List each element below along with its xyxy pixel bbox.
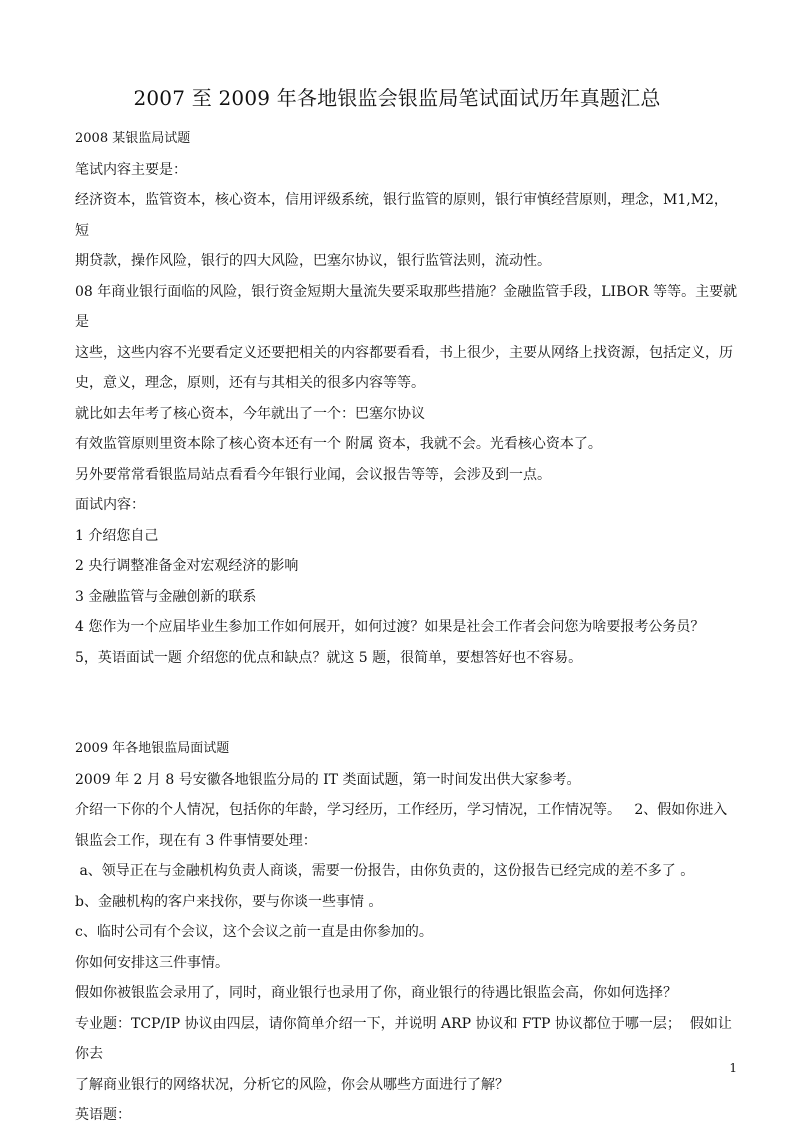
task-item-c: c、临时公司有个会议，这个会议之前一直是由你参加的。	[75, 924, 433, 940]
interview-question-2: 2 央行调整准备金对宏观经济的影响	[75, 558, 299, 574]
paragraph-risk-line-2: 这些，这些内容不光要看定义还要把相关的内容都要看看，书上很少，主要从网络上找资源，包括定义，历	[75, 344, 733, 361]
paragraph-risk-line-3: 史，意义，理念，原则，还有与其相关的很多内容等等。	[75, 375, 425, 391]
english-question-label: 英语题：	[75, 1107, 131, 1123]
document-title: 2007 至 2009 年各地银监会银监局笔试面试历年真题汇总	[133, 86, 661, 110]
section-heading-2009: 2009 年各地银监局面试题	[75, 741, 230, 756]
professional-question-line-1: 专业题：TCP/IP 协议由四层，请你简单介绍一下，并说明 ARP 协议和 FTP 协议都位于哪一层； 假如让你去	[75, 1015, 732, 1062]
written-label: 笔试内容主要是：	[75, 161, 187, 178]
arrange-question: 你如何安排这三件事情。	[75, 954, 229, 971]
paragraph-capital: 有效监管原则里资本除了核心资本还有一个 附属 资本，我就不会。光看核心资本了。	[75, 436, 602, 452]
interview-label: 面试内容：	[75, 497, 145, 513]
page-number: 1	[729, 1061, 737, 1075]
paragraph-news: 另外要常常看银监局站点看看今年银行业闻，会议报告等等，会涉及到一点。	[75, 466, 551, 483]
question-personal-line-2: 银监会工作，现在有 3 件事情要处理：	[75, 832, 317, 849]
paragraph-risk-line-1: 08 年商业银行面临的风险，银行资金短期大量流失要采取那些措施？金融监管手段，LIBOR 等等。主要就是	[75, 283, 738, 330]
paragraph-basel: 就比如去年考了核心资本，今年就出了一个：巴塞尔协议	[75, 405, 425, 422]
question-personal-line-1: 介绍一下你的个人情况，包括你的年龄，学习经历，工作经历，学习情况，工作情况等。 2、假如你进入	[75, 802, 728, 818]
choice-question: 假如你被银监会录用了，同时，商业银行也录用了你，商业银行的待遇比银监会高，你如何选择？	[75, 985, 677, 1001]
interview-question-3: 3 金融监管与金融创新的联系	[75, 588, 257, 605]
document-body	[75, 124, 739, 1131]
written-content-line-1: 经济资本，监管资本，核心资本，信用评级系统，银行监管的原则，银行审慎经营原则，理念，M1,M2，短	[75, 192, 728, 239]
interview-question-1: 1 介绍您自己	[75, 527, 159, 544]
section-heading-2008: 2008 某银监局试题	[75, 131, 191, 146]
interview-question-5: 5，英语面试一题 介绍您的优点和缺点？就这 5 题，很简单，要想答好也不容易。	[75, 649, 583, 666]
professional-question-line-2: 了解商业银行的网络状况，分析它的风险，你会从哪些方面进行了解？	[75, 1076, 509, 1093]
task-item-b: b、金融机构的客户来找你，要与你谈一些事情 。	[75, 893, 383, 910]
section-2009-intro: 2009 年 2 月 8 号安徽各地银监分局的 IT 类面试题，第一时间发出供大家参考。	[75, 771, 581, 788]
section-spacer	[75, 673, 739, 734]
interview-question-4: 4 您作为一个应届毕业生参加工作如何展开，如何过渡？如果是社会工作者会问您为啥要报考公务员？	[75, 619, 705, 635]
task-item-a: a、领导正在与金融机构负责人商谈，需要一份报告，由你负责的，这份报告已经完成的差不多了 。	[75, 863, 695, 879]
written-content-line-2: 期贷款，操作风险，银行的四大风险，巴塞尔协议，银行监管法则，流动性。	[75, 253, 551, 269]
